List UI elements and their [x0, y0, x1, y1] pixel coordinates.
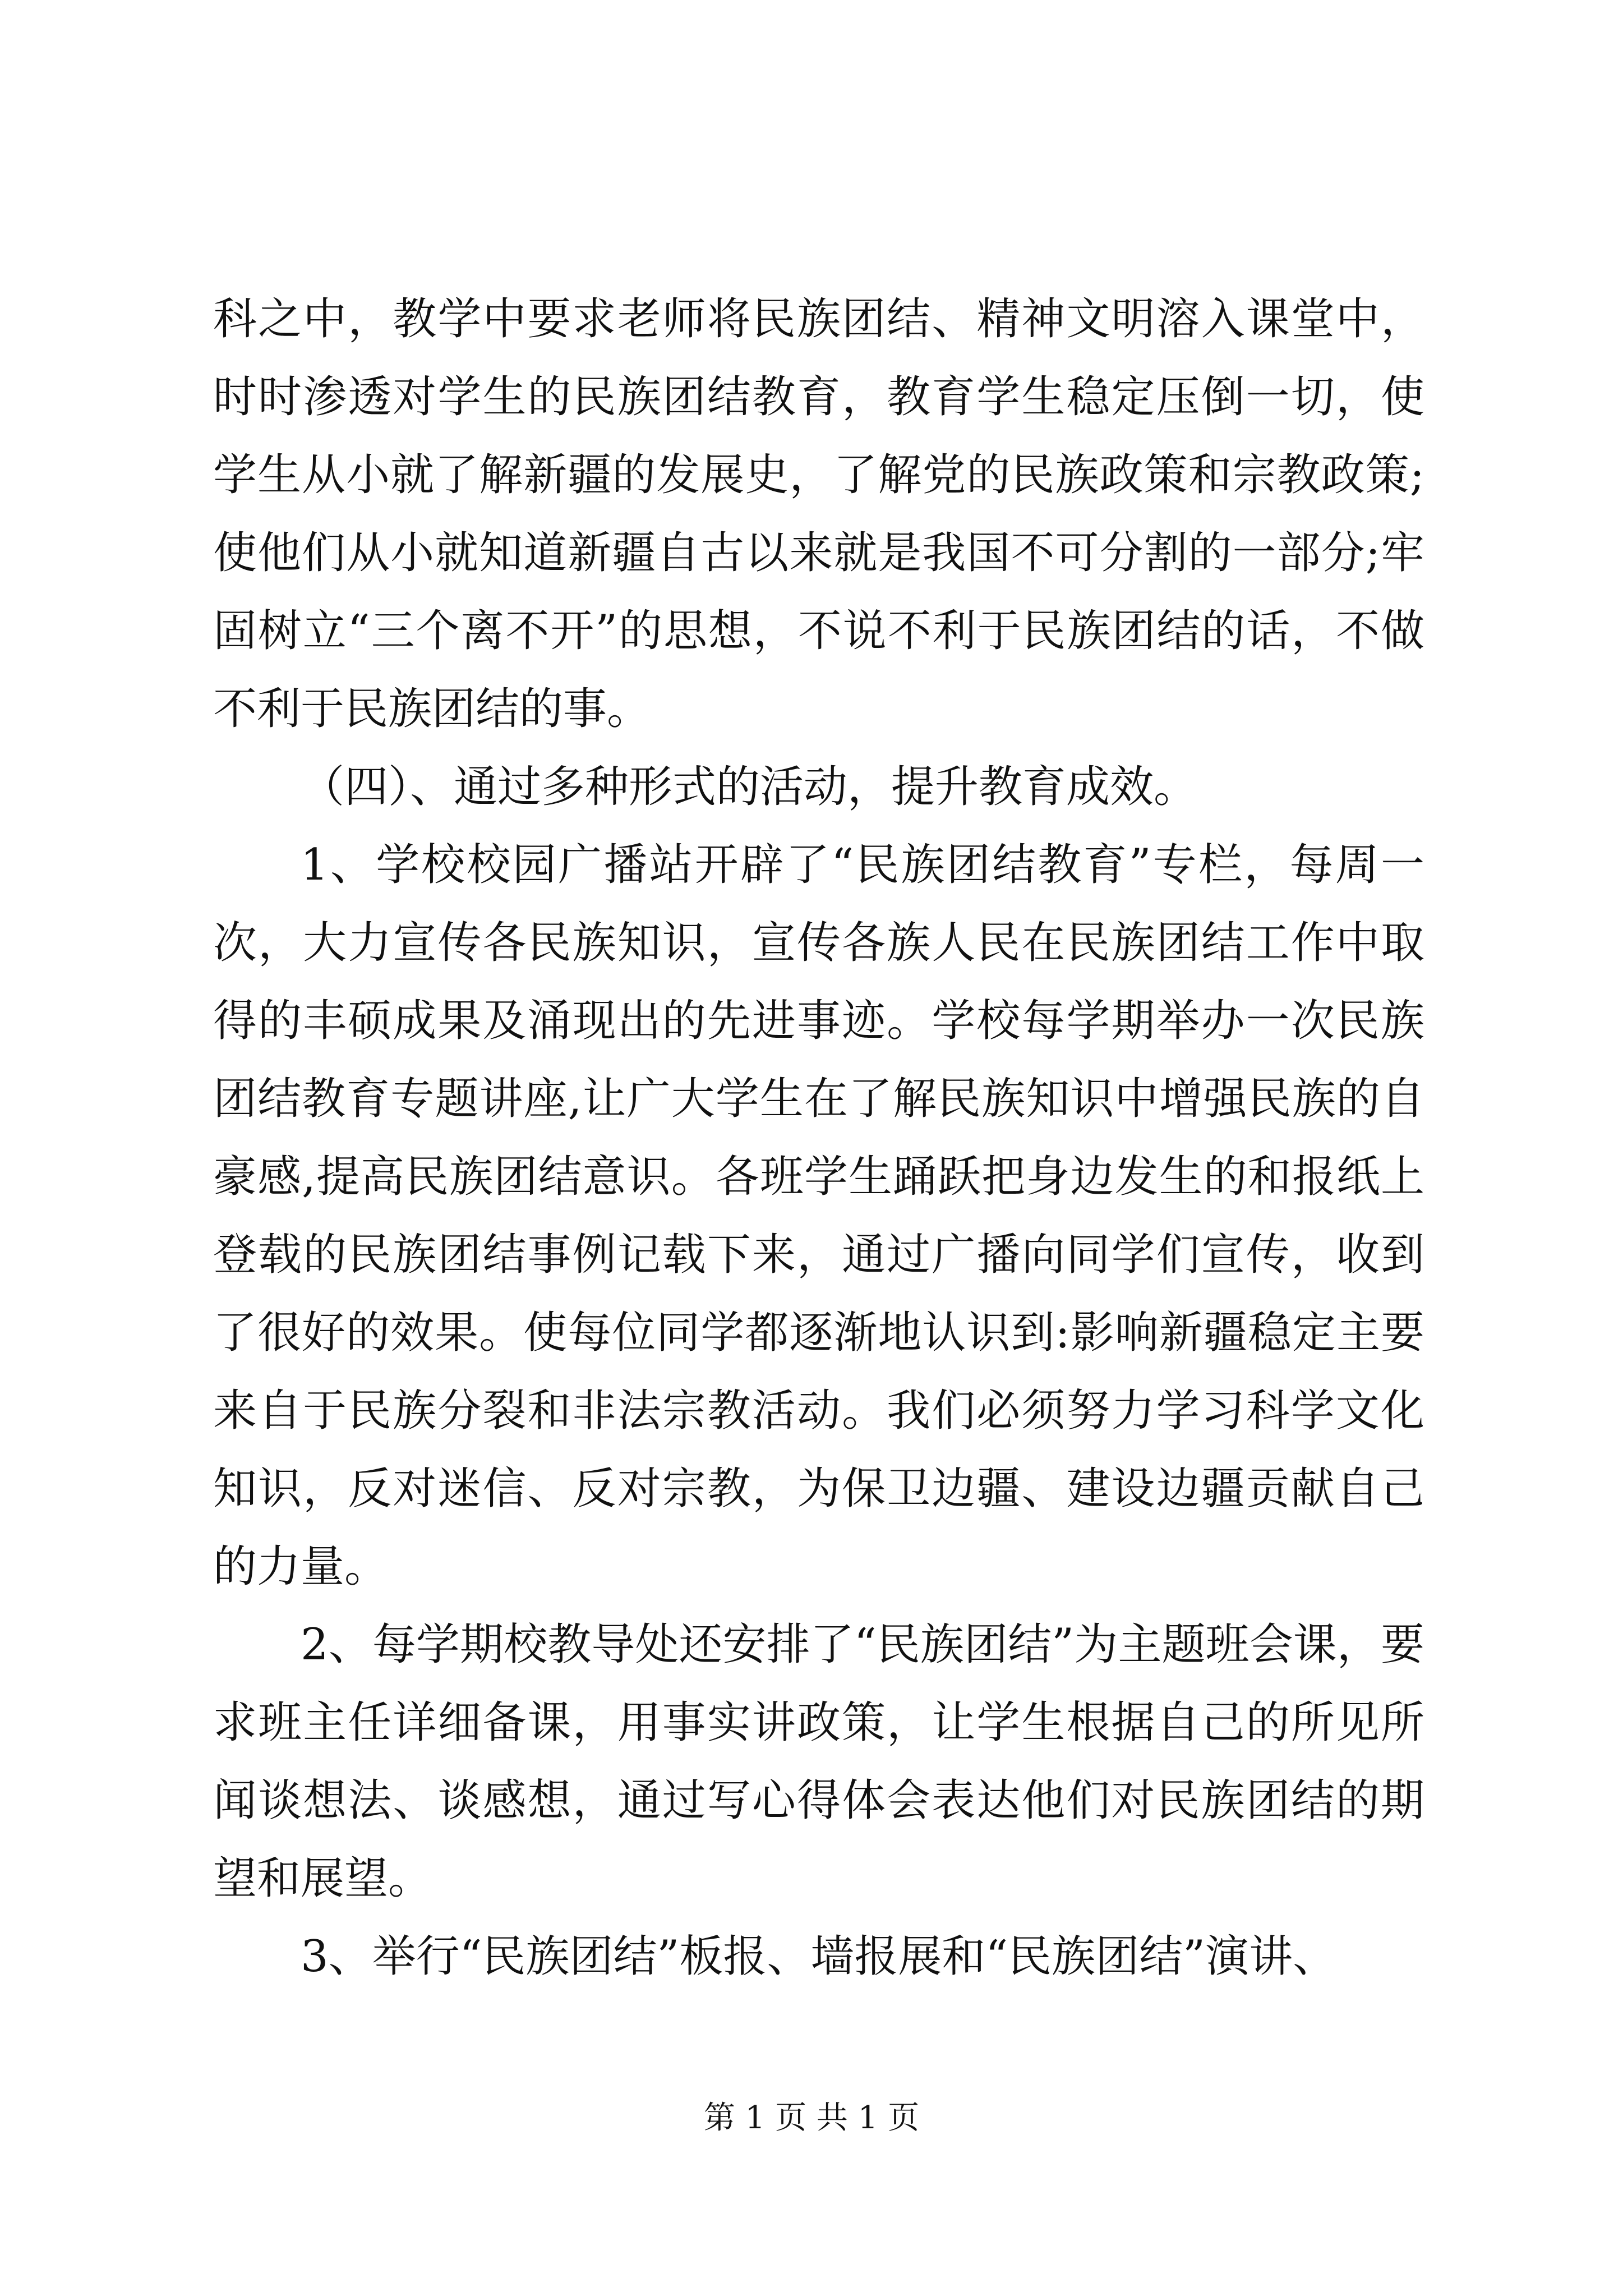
- page-footer: [0, 2098, 1623, 2138]
- document-body: [213, 280, 1424, 1996]
- paragraph-item-3: 3、举行“民族团结”板报、墙报展和“民族团结”演讲、: [301, 1931, 1337, 1982]
- paragraph-heading-4: （四）、通过多种形式的活动，提升教育成效。: [301, 762, 1198, 812]
- paragraph-item-2: 2、每学期校教导处还安排了“民族团结”为主题班会课，要求班主任详细备课，用事实讲政策，让学生根据自己的所见所闻谈想法、谈感想，通过写心得体会表达他们对民族团结的期望和展望。: [213, 1619, 1424, 1904]
- paragraph-item-1: 1、学校校园广播站开辟了“民族团结教育”专栏，每周一次，大力宣传各民族知识，宣传各族人民在民族团结工作中取得的丰硕成果及涌现出的先进事迹。学校每学期举办一次民族团结教育专题讲座,让广大学生在了解民族知识中增强民族的自豪感,提高民族团结意识。各班学生踊跃把身边发生的和报纸上登载的民族团结事例记载下来，通过广播向同学们宣传，收到了很好的效果。使每位同学都逐渐地认识到:影响新疆稳定主要来自于民族分裂和非法宗教活动。我们必须努力学习科学文化知识，反对迷信、反对宗教，为保卫边疆、建设边疆贡献自己的力量。: [213, 840, 1424, 1592]
- paragraph-1: 科之中，教学中要求老师将民族团结、精神文明溶入课堂中，时时渗透对学生的民族团结教育，教育学生稳定压倒一切，使学生从小就了解新疆的发展史，了解党的民族政策和宗教政策;使他们从小就知道新疆自古以来就是我国不可分割的一部分;牢固树立“三个离不开”的思想，不说不利于民族团结的话，不做不利于民族团结的事。: [213, 294, 1424, 734]
- page-number-label: 第 1 页 共 1 页: [703, 2100, 920, 2136]
